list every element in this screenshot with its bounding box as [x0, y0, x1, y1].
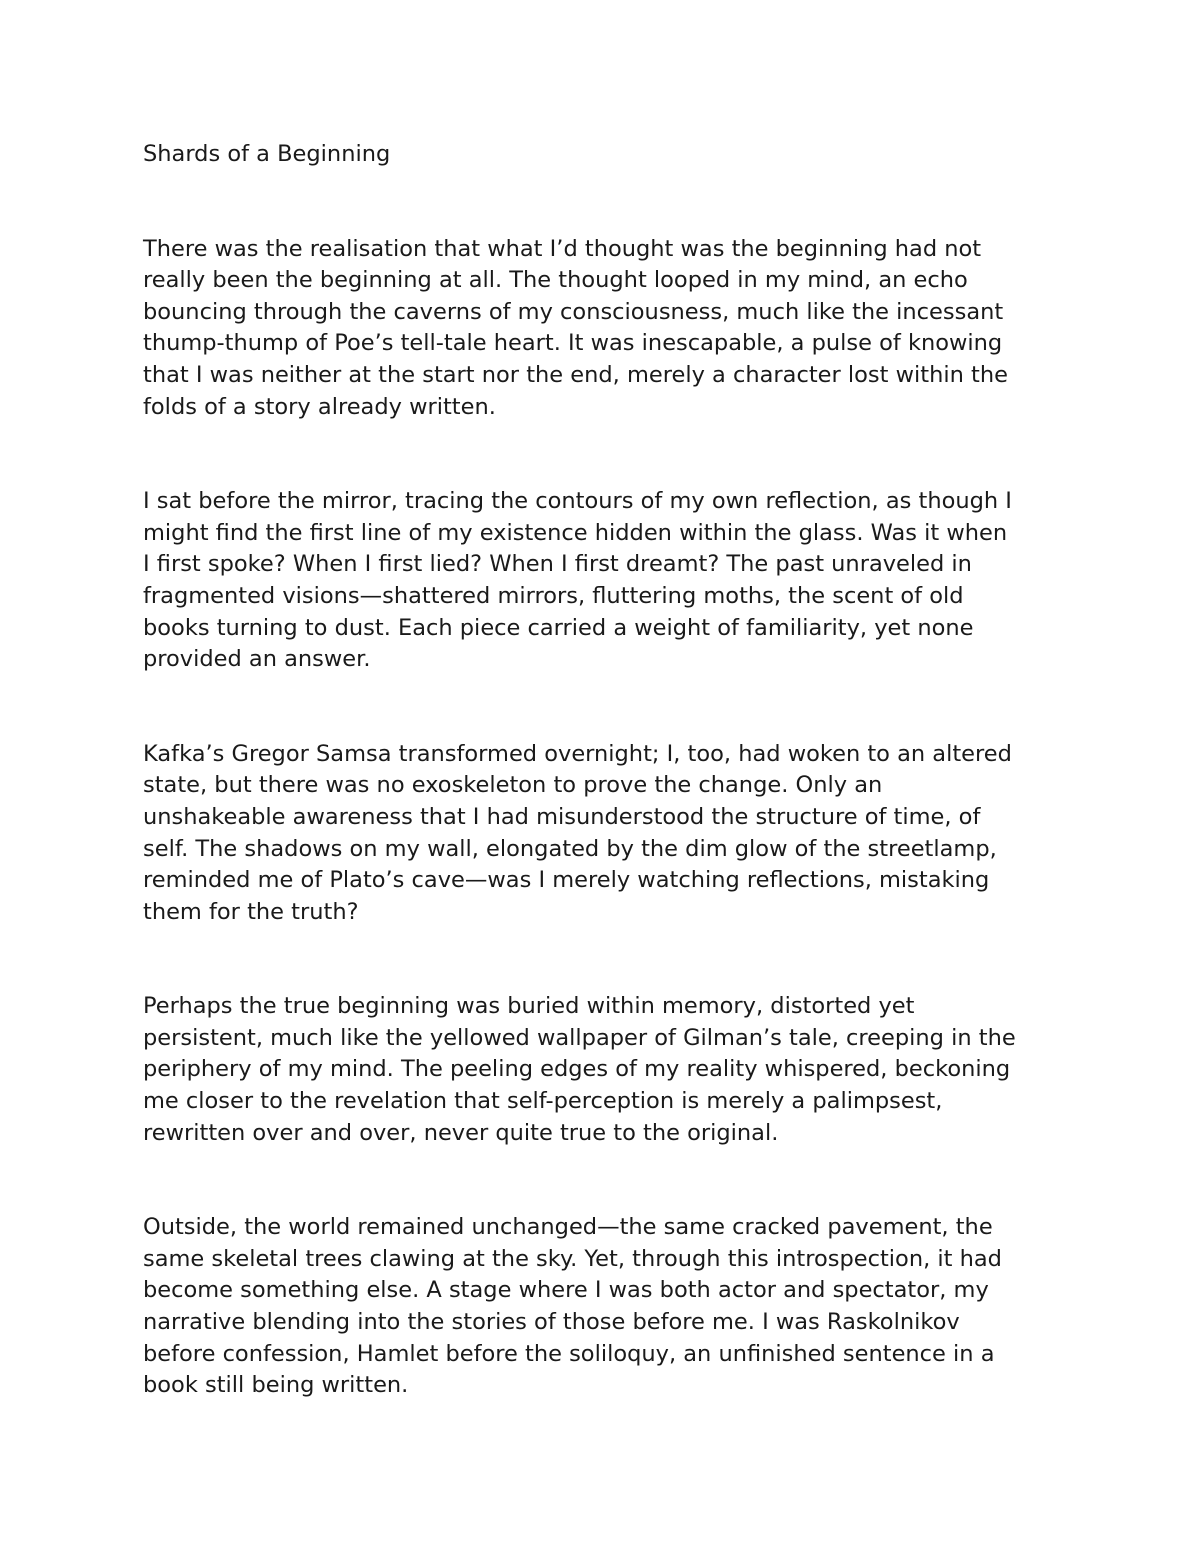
- paragraph-line: before confession, Hamlet before the soliloquy, an unfinished sentence in a: [143, 1340, 995, 1367]
- paragraph: [143, 234, 1061, 424]
- paragraph-line: bouncing through the caverns of my consciousness, much like the incessant: [143, 298, 1004, 325]
- paragraph: [143, 1212, 1061, 1402]
- paragraph-line: I sat before the mirror, tracing the contours of my own reflection, as though I: [143, 488, 1012, 515]
- paragraph-line: might find the first line of my existence hidden within the glass. Was it when: [143, 519, 1008, 546]
- paragraph-line: persistent, much like the yellowed wallpaper of Gilman’s tale, creeping in the: [143, 1024, 1016, 1051]
- paragraph-line: books turning to dust. Each piece carried a weight of familiarity, yet none: [143, 614, 974, 641]
- paragraph-line: book still being written.: [143, 1372, 409, 1399]
- paragraph-line: Outside, the world remained unchanged—the same cracked pavement, the: [143, 1214, 993, 1241]
- paragraph-line: folds of a story already written.: [143, 393, 496, 420]
- paragraph-line: that I was neither at the start nor the end, merely a character lost within the: [143, 361, 1008, 388]
- paragraph-line: really been the beginning at all. The thought looped in my mind, an echo: [143, 267, 968, 294]
- paragraph: [143, 991, 1061, 1149]
- paragraph-line: Kafka’s Gregor Samsa transformed overnight; I, too, had woken to an altered: [143, 740, 1012, 767]
- paragraph-line: them for the truth?: [143, 898, 359, 925]
- paragraph-line: state, but there was no exoskeleton to prove the change. Only an: [143, 772, 883, 799]
- document-body: [143, 234, 1061, 1402]
- paragraph-line: same skeletal trees clawing at the sky. Yet, through this introspection, it had: [143, 1245, 1002, 1272]
- paragraph-line: self. The shadows on my wall, elongated by the dim glow of the streetlamp,: [143, 835, 997, 862]
- paragraph-line: narrative blending into the stories of those before me. I was Raskolnikov: [143, 1309, 960, 1336]
- paragraph-line: provided an answer.: [143, 646, 371, 673]
- paragraph-line: thump-thump of Poe’s tell-tale heart. It was inescapable, a pulse of knowing: [143, 330, 1003, 357]
- paragraph-line: become something else. A stage where I was both actor and spectator, my: [143, 1277, 989, 1304]
- paragraph: [143, 486, 1061, 676]
- paragraph: [143, 739, 1061, 929]
- paragraph-line: I first spoke? When I first lied? When I first dreamt? The past unraveled in: [143, 551, 972, 578]
- paragraph-line: fragmented visions—shattered mirrors, fluttering moths, the scent of old: [143, 582, 964, 609]
- document-page: [143, 139, 1061, 1465]
- paragraph-line: periphery of my mind. The peeling edges of my reality whispered, beckoning: [143, 1056, 1011, 1083]
- paragraph-line: reminded me of Plato’s cave—was I merely watching reflections, mistaking: [143, 867, 990, 894]
- paragraph-line: rewritten over and over, never quite true to the original.: [143, 1119, 779, 1146]
- paragraph-line: There was the realisation that what I’d thought was the beginning had not: [143, 235, 982, 262]
- paragraph-line: Perhaps the true beginning was buried within memory, distorted yet: [143, 993, 915, 1020]
- document-title: Shards of a Beginning: [143, 141, 391, 167]
- paragraph-line: unshakeable awareness that I had misunderstood the structure of time, of: [143, 803, 981, 830]
- paragraph-line: me closer to the revelation that self-perception is merely a palimpsest,: [143, 1088, 943, 1115]
